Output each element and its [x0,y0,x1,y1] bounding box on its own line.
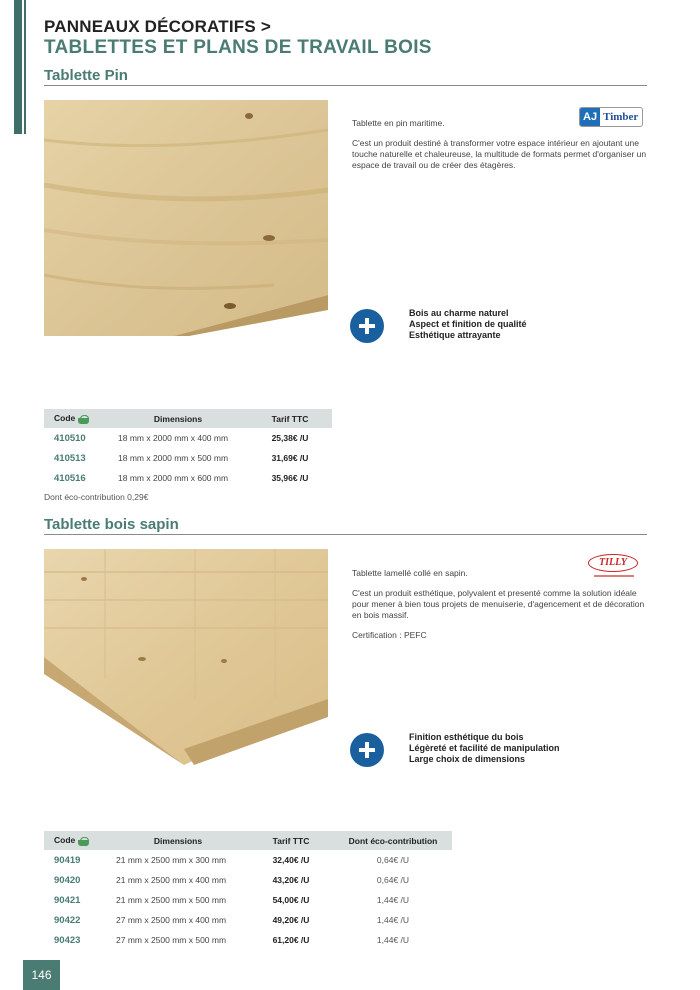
product-eco: 0,64€ /U [376,855,410,865]
product-code: 410516 [54,472,86,484]
side-accent-line [24,0,26,134]
table-row [44,930,452,950]
product-price: 49,20€ /U [272,915,310,925]
product-price: 43,20€ /U [272,875,310,885]
product-dimensions: 27 mm x 2500 mm x 400 mm [116,915,227,925]
fir-price-table [44,831,452,950]
feature-item: Large choix de dimensions [409,754,526,764]
fir-description [352,568,647,650]
pine-description [352,118,647,180]
category-title: PANNEAUX DÉCORATIFS > [44,17,271,36]
feature-item: Esthétique attrayante [409,330,501,340]
fir-desc-line1: Tablette lamellé collé en sapin. [352,568,468,578]
product-code: 90420 [54,874,81,886]
eco-contribution-note: Dont éco-contribution 0,29€ [44,492,149,502]
pine-price-table [44,409,332,488]
table-row [44,428,332,448]
product-price: 35,96€ /U [271,473,309,483]
product-eco: 1,44€ /U [376,935,410,945]
fir-desc-line3: Certification : PEFC [352,630,427,640]
basket-icon [78,415,89,424]
product-code: 90423 [54,934,81,946]
product-dimensions: 18 mm x 2000 mm x 400 mm [118,433,229,443]
section-title-pin: Tablette Pin [44,67,128,84]
col-eco-contribution: Dont éco-contribution [334,831,452,850]
product-dimensions: 21 mm x 2500 mm x 300 mm [116,855,227,865]
col-dimensions: Dimensions [108,831,248,850]
aj-timber-logo: AJ Timber [579,107,643,127]
table-row [44,910,452,930]
pine-desc-line1: Tablette en pin maritime. [352,118,445,128]
product-price: 31,69€ /U [271,453,309,463]
table-row [44,890,452,910]
product-price: 32,40€ /U [272,855,310,865]
plus-icon [350,309,384,343]
product-dimensions: 27 mm x 2500 mm x 500 mm [116,935,227,945]
product-eco: 1,44€ /U [376,915,410,925]
product-price: 54,00€ /U [272,895,310,905]
feature-item: Légèreté et facilité de manipulation [409,743,560,753]
product-code: 90421 [54,894,81,906]
product-dimensions: 18 mm x 2000 mm x 500 mm [118,453,229,463]
pine-features [409,308,527,341]
table-row [44,468,332,488]
product-price: 61,20€ /U [272,935,310,945]
col-code: Code [44,831,108,850]
fir-features [409,732,560,765]
section-divider [44,534,647,535]
section-divider [44,85,647,86]
page-title: TABLETTES ET PLANS DE TRAVAIL BOIS [44,37,432,58]
fir-shelf-photo [44,549,328,765]
col-code: Code [44,409,108,428]
feature-item: Finition esthétique du bois [409,732,524,742]
table-row [44,850,452,870]
product-price: 25,38€ /U [271,433,309,443]
col-price: Tarif TTC [248,831,334,850]
product-code: 410510 [54,432,86,444]
product-dimensions: 21 mm x 2500 mm x 400 mm [116,875,227,885]
product-dimensions: 21 mm x 2500 mm x 500 mm [116,895,227,905]
product-code: 90419 [54,854,81,866]
product-dimensions: 18 mm x 2000 mm x 600 mm [118,473,229,483]
table-row [44,870,452,890]
pine-desc-line2: C'est un produit destiné à transformer votre espace intérieur en ajoutant une touche naturelle et chaleureuse, la multitude de formats permet d'organiser un espace de travail ou de créer des étagères. [352,138,647,170]
pine-shelf-photo [44,100,328,336]
basket-icon [78,837,89,846]
feature-item: Aspect et finition de qualité [409,319,527,329]
fir-desc-line2: C'est un produit esthétique, polyvalent et presenté comme la solution idéale pour mener à bien tous projets de menuiserie, d'agencement et de décoration en bois massif. [352,588,645,620]
page-number: 146 [23,960,60,990]
product-eco: 0,64€ /U [376,875,410,885]
feature-item: Bois au charme naturel [409,308,509,318]
table-row [44,448,332,468]
col-dimensions: Dimensions [108,409,248,428]
product-code: 410513 [54,452,86,464]
product-eco: 1,44€ /U [376,895,410,905]
section-title-sapin: Tablette bois sapin [44,516,179,533]
side-accent-bar [14,0,22,134]
plus-icon [350,733,384,767]
col-price: Tarif TTC [248,409,332,428]
product-code: 90422 [54,914,81,926]
tilly-logo: TILLY [588,552,640,580]
